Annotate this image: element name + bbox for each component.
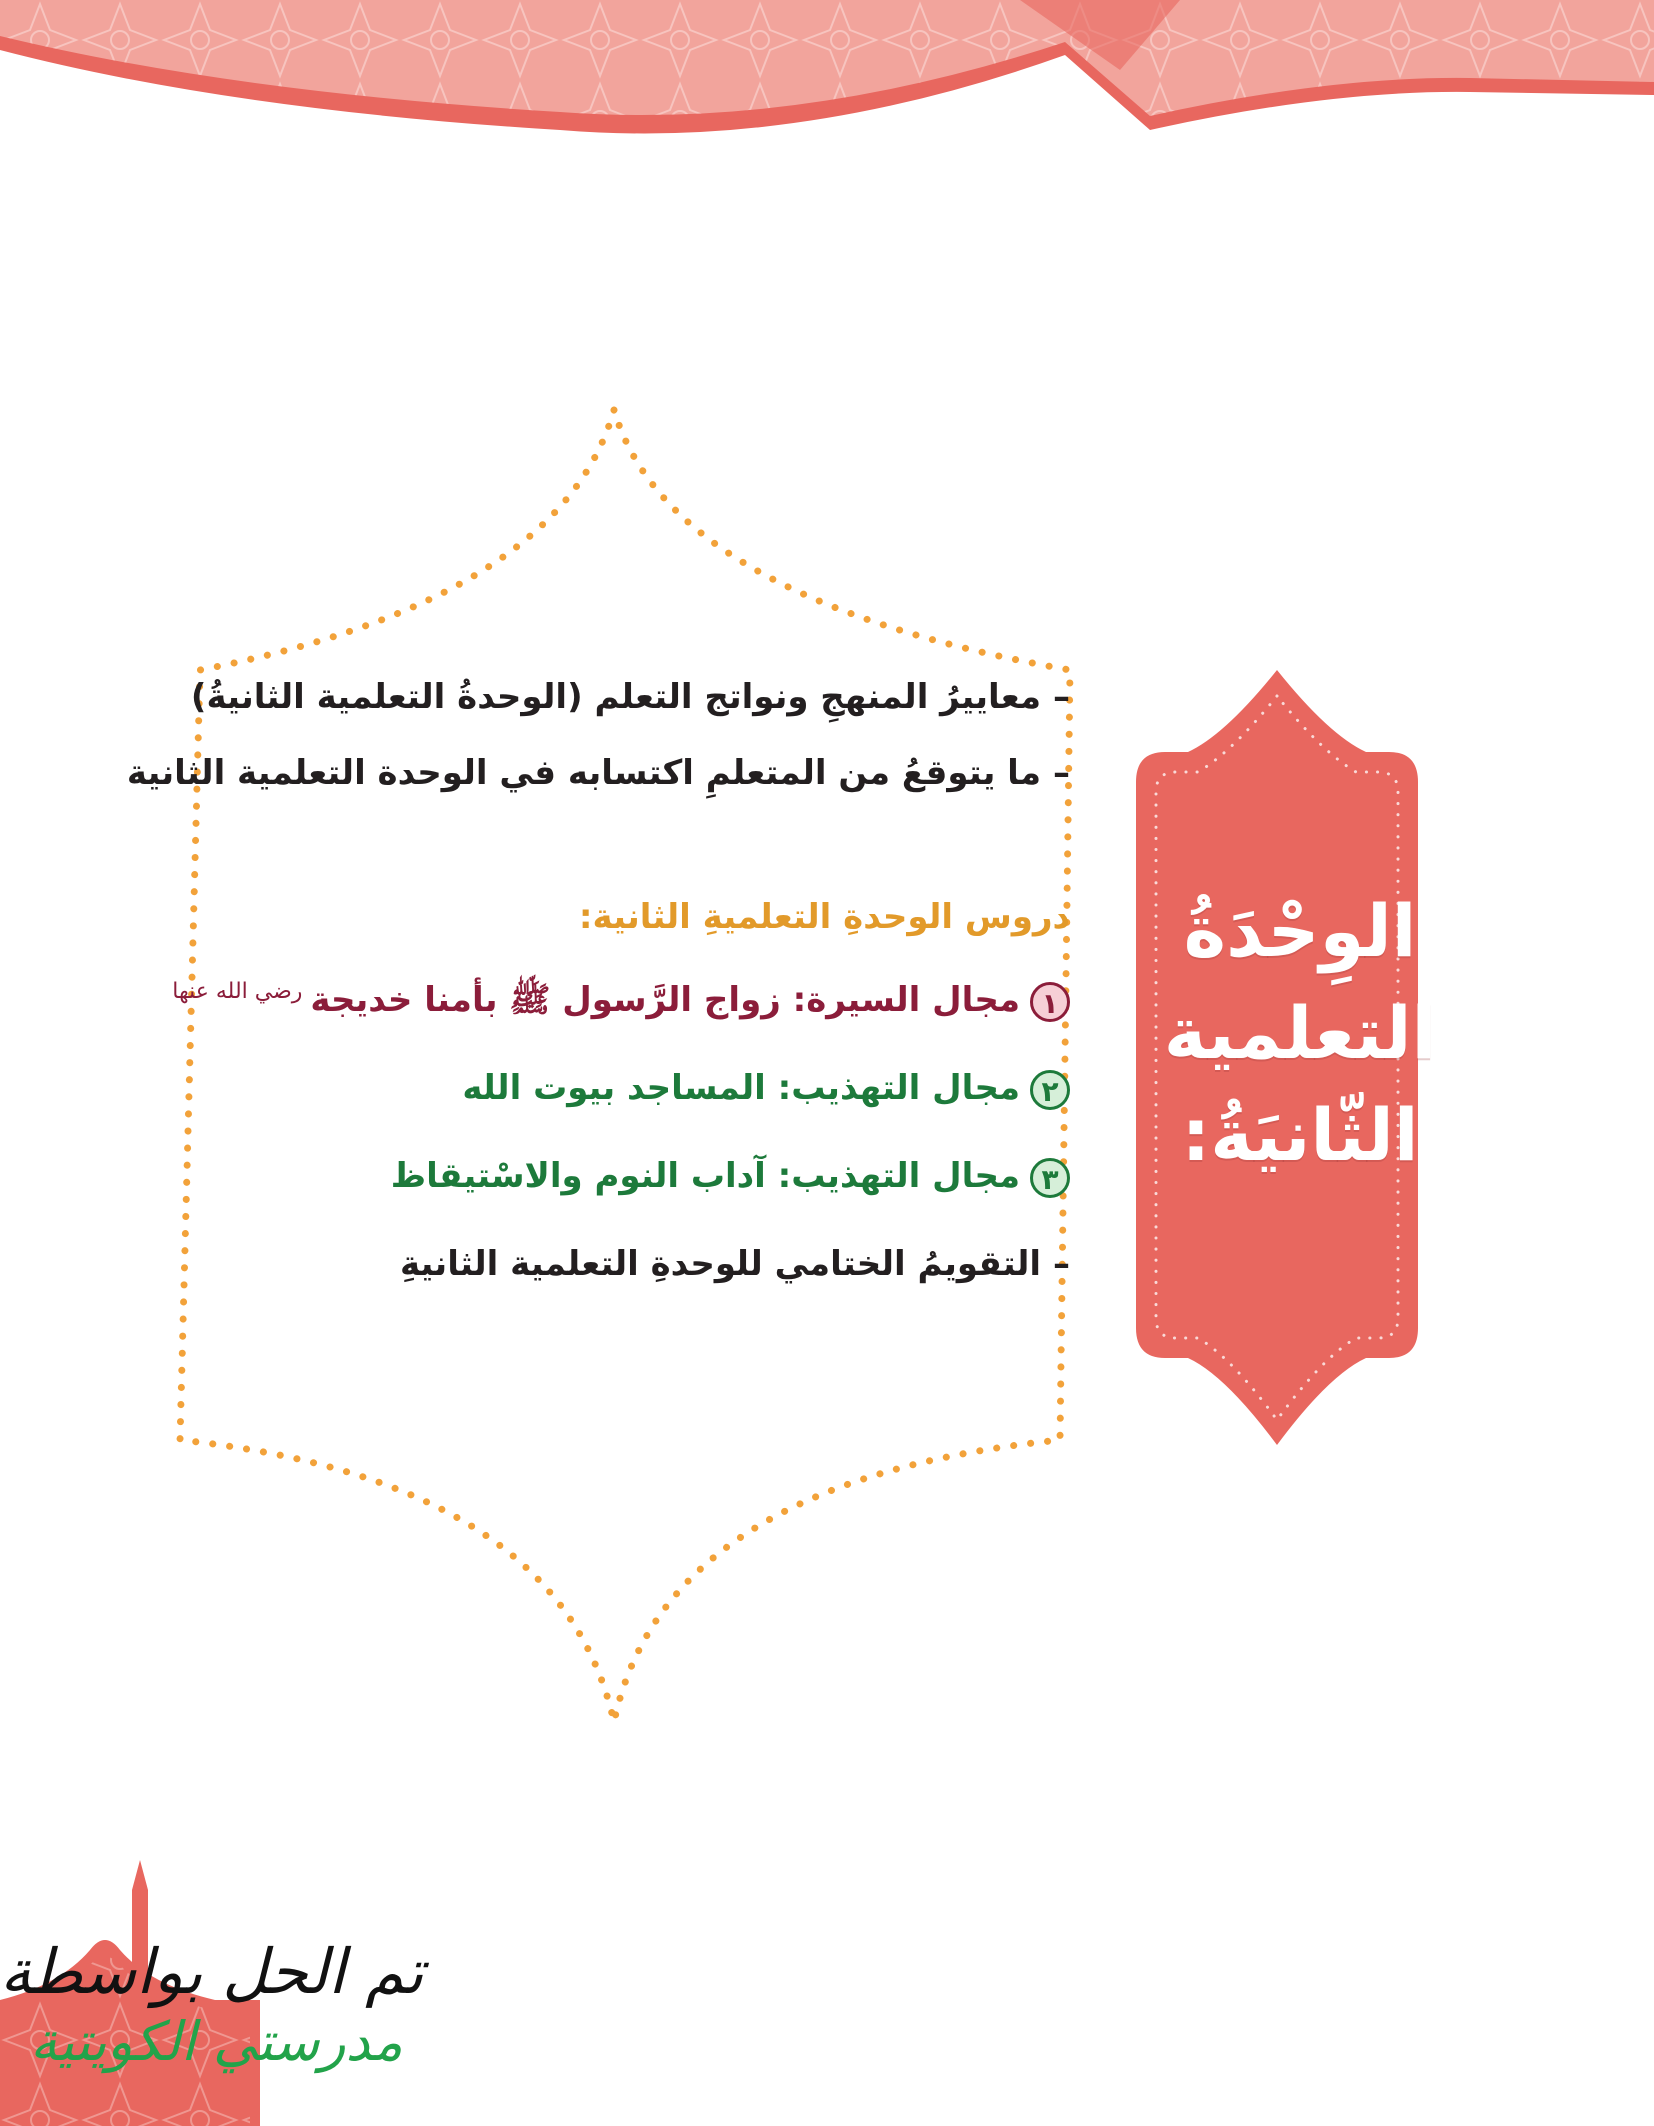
unit-title-line-1: الوِحْدَةُ	[1183, 889, 1417, 973]
lesson-item-1	[172, 978, 1070, 1022]
bullet-dash: –	[1053, 677, 1070, 717]
lesson-number-badge: ٣	[1030, 1158, 1070, 1198]
lesson-item-3	[391, 1154, 1070, 1198]
top-banner	[0, 0, 1654, 133]
lesson-text: مجال التهذيب: المساجد بيوت الله	[462, 1068, 1020, 1108]
lesson-number-badge: ٢	[1030, 1070, 1070, 1110]
watermark-line-1: تم الحل بواسطة	[0, 1935, 424, 2008]
watermark-line-2: مدرستي الكويتية	[30, 2010, 403, 2074]
final-assessment-text: التقويمُ الختامي للوحدةِ التعلمية الثانيةِ	[399, 1244, 1041, 1284]
lesson-item-2	[462, 1066, 1070, 1110]
bullet-dash: –	[1053, 1244, 1070, 1284]
unit-title	[1130, 880, 1470, 1187]
standards-text: معاييرُ المنهجِ ونواتج التعلم (الوحدةُ التعلمية الثانيةُ)	[190, 677, 1041, 717]
expectations-item	[127, 751, 1070, 795]
watermark-stamp	[0, 1935, 460, 2074]
unit-title-line-3: الثّانيَةُ:	[1181, 1093, 1419, 1178]
honorific-text: رضي الله عنها	[172, 979, 303, 1004]
unit-title-line-2: التعلمية	[1163, 991, 1437, 1076]
lesson-text: مجال السيرة: زواج الرَّسول ﷺ بأمنا خديجة	[310, 980, 1020, 1020]
standards-item	[191, 675, 1070, 719]
expectations-text: ما يتوقعُ من المتعلمِ اكتسابه في الوحدة التعلمية الثانية	[126, 753, 1041, 793]
lesson-number-badge: ١	[1030, 982, 1070, 1022]
lessons-heading: دروس الوحدةِ التعلميةِ الثانية:	[578, 897, 1070, 937]
final-assessment-item	[400, 1242, 1070, 1286]
lesson-text: مجال التهذيب: آداب النوم والاسْتيقاظ	[390, 1156, 1020, 1196]
bullet-dash: –	[1053, 753, 1070, 793]
